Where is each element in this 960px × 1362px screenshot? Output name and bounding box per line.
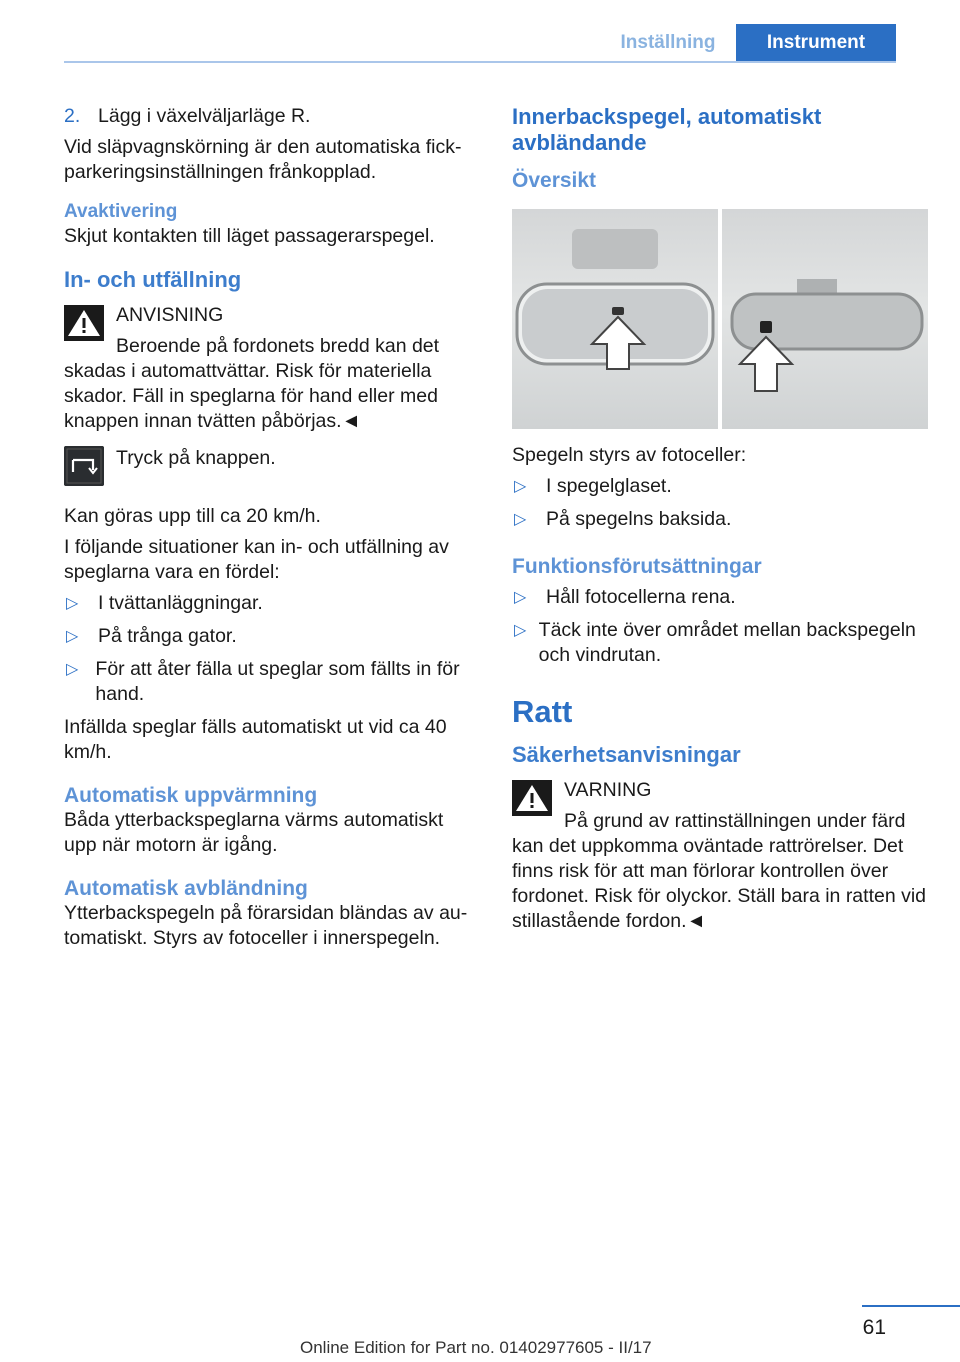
auto-out-paragraph: Infällda speglar fälls automatiskt ut vid ca 40 km/h.: [64, 716, 447, 763]
situations-list: [64, 591, 480, 707]
speed-paragraph: Kan göras upp till ca 20 km/h.: [64, 505, 321, 527]
left-column: [64, 104, 480, 957]
list-item: [64, 657, 480, 707]
dimming-paragraph: Ytterbackspegeln på förarsidan bländas av automatiskt. Styrs av fotoceller i innerspegeln.: [64, 902, 468, 949]
warning-rest: kan det uppkomma oväntade rattrörelser. Det finns risk för att man förlorar kontrollen över fordonet. Risk för olyckor. Ställ bara in ratten vid stillastående fordon.◄: [512, 835, 927, 932]
photocells-list: [512, 474, 928, 532]
warning-triangle-icon: [512, 780, 552, 816]
edition-note: Online Edition for Part no. 01402977605 - II/17: [300, 1338, 652, 1357]
triangle-bullet-icon: ▷: [66, 628, 79, 645]
list-item: [512, 585, 928, 610]
heading-safety: Säkerhetsanvisningar: [512, 742, 741, 767]
warning-first-line: På grund av rattinställningen under färd: [564, 810, 906, 832]
header-rule: [64, 61, 896, 63]
list-item-text: I tvättanläggningar.: [98, 592, 263, 614]
triangle-bullet-icon: ▷: [514, 589, 527, 606]
right-column: [512, 104, 928, 942]
situations-paragraph: I följande situationer kan in- och utfällning av speglarna vara en fördel:: [64, 536, 449, 583]
mirror-front-image: [512, 209, 718, 429]
page-number: 61: [862, 1316, 886, 1339]
heading-dimming: Automatisk avbländning: [64, 877, 308, 900]
warning-body: [512, 809, 928, 934]
mirror-back-illustration: [722, 209, 928, 429]
heading-conditions: Funktionsförutsättningar: [512, 555, 762, 578]
press-button-text: Tryck på knappen.: [116, 447, 276, 469]
button-instruction: [64, 446, 480, 494]
heading-heating: Automatisk uppvärmning: [64, 784, 318, 807]
heading-inner-mirror: Innerbackspegel, automatiskt avbländande: [512, 104, 822, 155]
heating-paragraph: Båda ytterbackspeglarna värms automatiskt upp när motorn är igång.: [64, 809, 444, 856]
triangle-bullet-icon: ▷: [514, 622, 527, 639]
triangle-bullet-icon: ▷: [514, 511, 527, 528]
notice-rest: skadas i automattvättar. Risk för materiella skador. Fäll in speglarna för hand eller med knappen innan tvätten påbörjas.◄: [64, 360, 438, 432]
list-item-text: På trånga gator.: [98, 625, 237, 647]
heading-avaktivering: Avaktivering: [64, 201, 178, 222]
step-text: Lägg i växelväljarläge R.: [98, 105, 311, 127]
step-number: 2.: [64, 105, 81, 127]
list-item-text: På spegelns baksida.: [546, 508, 732, 530]
list-item-text: Täck inte över området mellan backspegeln och vindrutan.: [538, 619, 916, 666]
list-item: [512, 618, 928, 668]
list-item-text: I spegelglaset.: [546, 475, 672, 497]
notice-first-line: Beroende på fordonets bredd kan det: [116, 335, 440, 357]
list-item-text: Håll fotocellerna rena.: [546, 586, 736, 608]
list-item: [512, 507, 928, 532]
warning-label: VARNING: [564, 779, 652, 801]
heading-fold: In- och utfällning: [64, 267, 242, 292]
triangle-bullet-icon: ▷: [66, 661, 79, 678]
warning-triangle-icon: [64, 305, 104, 341]
photocells-paragraph: Spegeln styrs av fotoceller:: [512, 444, 747, 466]
deactivation-paragraph: Skjut kontakten till läget passagerarspegel.: [64, 225, 435, 247]
list-item: [512, 474, 928, 499]
list-item-text: För att åter fälla ut speglar som fällts in för hand.: [95, 658, 460, 705]
trailer-paragraph: Vid släpvagnskörning är den automatiska fickparkeringsinställningen frånkopplad.: [64, 136, 462, 183]
notice-block: [64, 303, 480, 434]
mirror-back-image: [722, 209, 928, 429]
notice-label: ANVISNING: [116, 304, 224, 326]
conditions-list: [512, 585, 928, 668]
heading-ratt: Ratt: [512, 694, 573, 729]
warning-block: [512, 778, 928, 934]
step-2: [64, 104, 480, 129]
list-item: [64, 624, 480, 649]
heading-overview: Översikt: [512, 169, 597, 192]
mirror-front-illustration: [512, 209, 718, 429]
notice-body: [64, 334, 480, 434]
tab-instrument[interactable]: Instrument: [736, 24, 896, 62]
mirror-fold-button-icon: [64, 446, 104, 486]
triangle-bullet-icon: ▷: [66, 595, 79, 612]
list-item: [64, 591, 480, 616]
mirror-photo: [512, 209, 928, 429]
footer-rule: [862, 1305, 960, 1307]
triangle-bullet-icon: ▷: [514, 478, 527, 495]
tab-installning[interactable]: Inställning: [620, 32, 716, 53]
